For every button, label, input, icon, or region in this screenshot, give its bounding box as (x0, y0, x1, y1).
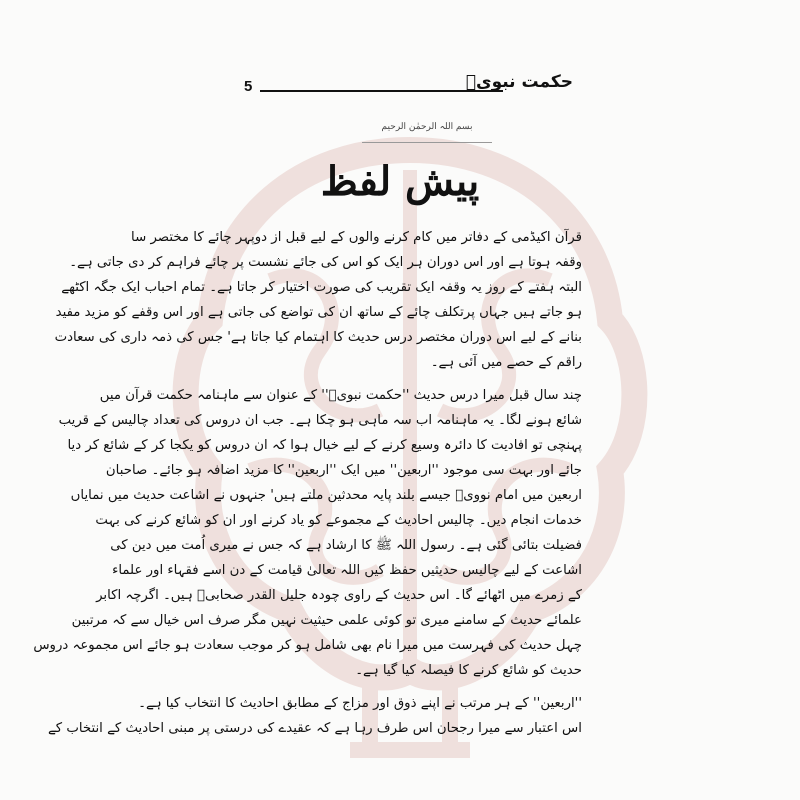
paragraph-gap (240, 375, 582, 383)
text-line: البتہ ہفتے کے روز یہ وقفہ ایک تقریب کی صورت اختیار کر جاتا ہے۔ تمام احباب ایک جگہ اکٹھے (61, 280, 582, 295)
chapter-title: پیش لفظ (320, 158, 480, 205)
paragraph (54, 225, 582, 375)
text-line: علمائے حدیث کے سامنے میری تو کوئی علمی حیثیت نہیں مگر صرف اس خیال سے کہ مرتبین (71, 613, 582, 628)
running-title: حکمت نبویؐ (465, 72, 573, 92)
paragraph-gap (240, 683, 582, 691)
page-header (238, 72, 573, 102)
text-line: کے زمرے میں اٹھائے گا۔ اس حدیث کے راوی چودہ جلیل القدر صحابیؓ ہیں۔ اگرچہ اکابر (96, 588, 582, 603)
text-line: وقفہ ہوتا ہے اور اس دوران ہر ایک کو اس کی جائے نشست پر چائے فراہم کر دی جاتی ہے۔ (69, 255, 582, 270)
bismillah-calligraphy-icon: بسم اللہ الرحمٰن الرحیم (362, 112, 492, 143)
text-line: اشاعت کے لیے چالیس حدیثیں حفظ کیں اللہ تعالیٰ قیامت کے دن اسے فقہاء اور علماء (112, 563, 582, 578)
text-line: پہنچی تو افادیت کا دائرہ وسیع کرنے کے لیے خیال ہوا کہ ان دروس کو یکجا کر کے شائع کر دیا (67, 438, 582, 453)
page-number: 5 (244, 78, 253, 95)
text-line: اس اعتبار سے میرا رجحان اس طرف رہا ہے کہ عقیدے کی درستی پر مبنی احادیث کے انتخاب کے (47, 721, 582, 736)
text-line: چہل حدیث کی فہرست میں میرا نام بھی شامل ہو کر موجب سعادت ہو جائے اس مجموعہ دروس (33, 638, 582, 653)
paragraph (47, 691, 582, 741)
text-line: چند سال قبل میرا درس حدیث ''حکمت نبویؐ'' کے عنوان سے ماہنامہ حکمت قرآن میں (99, 388, 582, 403)
text-line: خدمات انجام دیں۔ چالیس احادیث کے مجموعے کو یاد کرنے اور ان کو شائع کرنے کی بہت (95, 513, 582, 528)
text-line: فضیلت بتائی گئی ہے۔ رسول اللہ ﷺ کا ارشاد ہے کہ جس نے میری اُمت میں دین کی (110, 538, 582, 553)
body-text (33, 225, 582, 741)
text-line: شائع ہونے لگا۔ یہ ماہنامہ اب سہ ماہی ہو چکا ہے۔ جب ان دروس کی تعداد چالیس کے قریب (58, 413, 582, 428)
text-line: بنانے کے لیے اس دوران مختصر درس حدیث کا اہتمام کیا جاتا ہے' جس کی ذمہ داری کی سعادت (54, 330, 582, 345)
text-line: اربعین میں امام نوویؒ جیسے بلند پایہ محدثین ملتے ہیں' جنہوں نے اشاعت حدیث میں نمایاں (70, 488, 582, 503)
paragraph (33, 383, 582, 683)
text-line: قرآن اکیڈمی کے دفاتر میں کام کرنے والوں کے لیے قبل از دوپہر چائے کا مختصر سا (131, 230, 582, 245)
text-line: راقم کے حصے میں آئی ہے۔ (430, 355, 582, 370)
text-line: حدیث کو شائع کرنے کا فیصلہ کیا گیا ہے۔ (355, 663, 582, 678)
text-line: ہو جاتے ہیں جہاں پرتکلف چائے کے ساتھ ان کی تواضع کی جاتی ہے اور اس وقفے کو مزید مفید (55, 305, 582, 320)
text-line: ''اربعین'' کے ہر مرتب نے اپنے ذوق اور مزاج کے مطابق احادیث کا انتخاب کیا ہے۔ (138, 696, 582, 711)
text-line: جائے اور بہت سی موجود ''اربعین'' میں ایک ''اربعین'' کا مزید اضافہ ہو جائے۔ صاحبان (105, 463, 582, 478)
